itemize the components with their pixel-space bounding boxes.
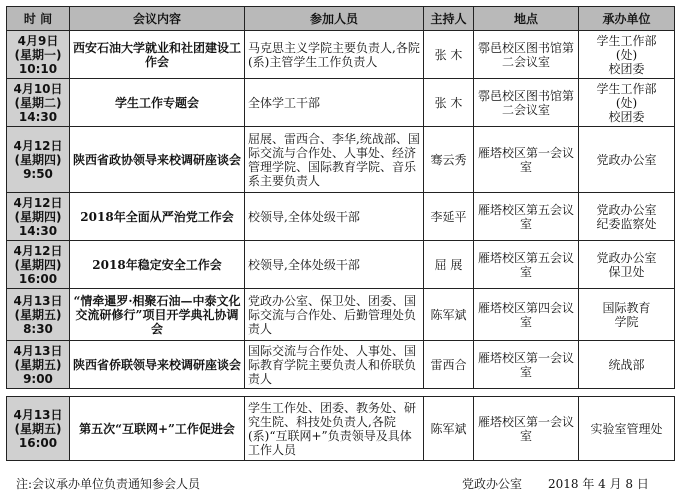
topic-cell: 陕西省政协领导来校调研座谈会 xyxy=(70,127,245,193)
clock-text: 14:30 xyxy=(18,109,58,124)
host-cell: 张 木 xyxy=(424,31,474,79)
people-cell: 党政办公室、保卫处、团委、国际交流与合作处、后勤管理处负责人 xyxy=(245,289,424,341)
weekday-text: (星期二) xyxy=(14,95,62,110)
place-cell: 雁塔校区第五会议室 xyxy=(474,241,579,289)
clock-text: 9:00 xyxy=(23,371,53,386)
host-cell: 张 木 xyxy=(424,79,474,127)
date-text: 4月10日 xyxy=(13,81,63,96)
weekday-text: (星期四) xyxy=(14,152,62,167)
organizer-line: 校团委 xyxy=(608,61,645,76)
organizer-cell xyxy=(579,341,675,389)
clock-text: 10:10 xyxy=(18,61,58,76)
table-header-row xyxy=(7,7,675,31)
organizer-cell xyxy=(579,397,675,461)
footer-date: 2018 年 4 月 8 日 xyxy=(548,477,649,491)
organizer-cell xyxy=(579,289,675,341)
organizer-line: 党政办公室 xyxy=(596,250,657,265)
organizer-cell xyxy=(579,79,675,127)
topic-cell: 第五次“互联网+”工作促进会 xyxy=(70,397,245,461)
table-row xyxy=(7,127,675,193)
time-cell xyxy=(7,127,70,193)
host-cell: 屈 展 xyxy=(424,241,474,289)
place-cell: 雁塔校区第一会议室 xyxy=(474,341,579,389)
topic-cell: 2018年全面从严治党工作会 xyxy=(70,193,245,241)
people-cell: 屈展、雷西合、李华,统战部、国际交流与合作处、人事处、经济管理学院、国际教育学院、音乐系主要负责人 xyxy=(245,127,424,193)
people-cell: 全体学工干部 xyxy=(245,79,424,127)
date-text: 4月13日 xyxy=(13,407,63,422)
clock-text: 9:50 xyxy=(23,166,53,181)
time-cell xyxy=(7,193,70,241)
clock-text: 14:30 xyxy=(18,223,58,238)
table-row xyxy=(7,241,675,289)
people-cell: 学生工作处、团委、教务处、研究生院、科技处负责人,各院(系)“互联网+”负责领导及具体工作人员 xyxy=(245,397,424,461)
people-cell: 国际交流与合作处、人事处、国际教育学院主要负责人和侨联负责人 xyxy=(245,341,424,389)
weekday-text: (星期五) xyxy=(14,421,62,436)
organizer-line: 学院 xyxy=(614,314,639,329)
time-cell xyxy=(7,241,70,289)
topic-cell: 陕西省侨联领导来校调研座谈会 xyxy=(70,341,245,389)
clock-text: 8:30 xyxy=(23,321,53,336)
weekday-text: (星期五) xyxy=(14,307,62,322)
host-cell: 骞云秀 xyxy=(424,127,474,193)
weekday-text: (星期四) xyxy=(14,209,62,224)
date-text: 4月9日 xyxy=(17,33,59,48)
header-organizer: 承办单位 xyxy=(579,7,675,31)
people-cell: 校领导,全体处级干部 xyxy=(245,241,424,289)
clock-text: 16:00 xyxy=(18,435,58,450)
row-spacer xyxy=(7,389,675,397)
time-cell xyxy=(7,31,70,79)
organizer-line: 保卫处 xyxy=(608,264,645,279)
row-spacer-cell xyxy=(7,389,675,397)
topic-cell: “情牵暹罗·相聚石油—中泰文化交流研修行”项目开学典礼协调会 xyxy=(70,289,245,341)
organizer-line: 学生工作部 xyxy=(596,33,657,48)
organizer-cell xyxy=(579,193,675,241)
table-row xyxy=(7,397,675,461)
table-row xyxy=(7,289,675,341)
meeting-schedule-table xyxy=(6,6,675,461)
weekday-text: (星期四) xyxy=(14,257,62,272)
place-cell: 鄠邑校区图书馆第二会议室 xyxy=(474,31,579,79)
organizer-cell xyxy=(579,31,675,79)
people-cell: 马克思主义学院主要负责人,各院(系)主管学生工作负责人 xyxy=(245,31,424,79)
organizer-line: 党政办公室 xyxy=(596,152,657,167)
host-cell: 李延平 xyxy=(424,193,474,241)
place-cell: 鄠邑校区图书馆第二会议室 xyxy=(474,79,579,127)
date-text: 4月13日 xyxy=(13,293,63,308)
organizer-line: (处) xyxy=(615,95,638,110)
place-cell: 雁塔校区第五会议室 xyxy=(474,193,579,241)
organizer-line: 实验室管理处 xyxy=(590,421,663,436)
footer-note: 注:会议承办单位负责通知参会人员 xyxy=(16,477,201,491)
time-cell xyxy=(7,79,70,127)
host-cell: 雷西合 xyxy=(424,341,474,389)
organizer-cell xyxy=(579,241,675,289)
place-cell: 雁塔校区第一会议室 xyxy=(474,397,579,461)
date-text: 4月13日 xyxy=(13,343,63,358)
date-text: 4月12日 xyxy=(13,138,63,153)
organizer-line: 学生工作部 xyxy=(596,81,657,96)
time-cell xyxy=(7,397,70,461)
table-row xyxy=(7,193,675,241)
topic-cell: 西安石油大学就业和社团建设工作会 xyxy=(70,31,245,79)
topic-cell: 2018年稳定安全工作会 xyxy=(70,241,245,289)
clock-text: 16:00 xyxy=(18,271,58,286)
header-people: 参加人员 xyxy=(245,7,424,31)
date-text: 4月12日 xyxy=(13,243,63,258)
weekday-text: (星期一) xyxy=(14,47,62,62)
organizer-line: 党政办公室 xyxy=(596,202,657,217)
organizer-line: (处) xyxy=(615,47,638,62)
topic-cell: 学生工作专题会 xyxy=(70,79,245,127)
organizer-line: 校团委 xyxy=(608,109,645,124)
table-row xyxy=(7,341,675,389)
host-cell: 陈军斌 xyxy=(424,397,474,461)
place-cell: 雁塔校区第一会议室 xyxy=(474,127,579,193)
weekday-text: (星期五) xyxy=(14,357,62,372)
table-row xyxy=(7,79,675,127)
place-cell: 雁塔校区第四会议室 xyxy=(474,289,579,341)
time-cell xyxy=(7,341,70,389)
footer-department: 党政办公室 xyxy=(462,477,523,491)
organizer-line: 国际教育 xyxy=(602,300,651,315)
organizer-line: 纪委监察处 xyxy=(596,216,657,231)
table-row xyxy=(7,31,675,79)
host-cell: 陈军斌 xyxy=(424,289,474,341)
organizer-cell xyxy=(579,127,675,193)
people-cell: 校领导,全体处级干部 xyxy=(245,193,424,241)
header-host: 主持人 xyxy=(424,7,474,31)
organizer-line: 统战部 xyxy=(608,357,645,372)
header-topic: 会议内容 xyxy=(70,7,245,31)
time-cell xyxy=(7,289,70,341)
header-place: 地点 xyxy=(474,7,579,31)
header-time: 时 间 xyxy=(7,7,70,31)
date-text: 4月12日 xyxy=(13,195,63,210)
